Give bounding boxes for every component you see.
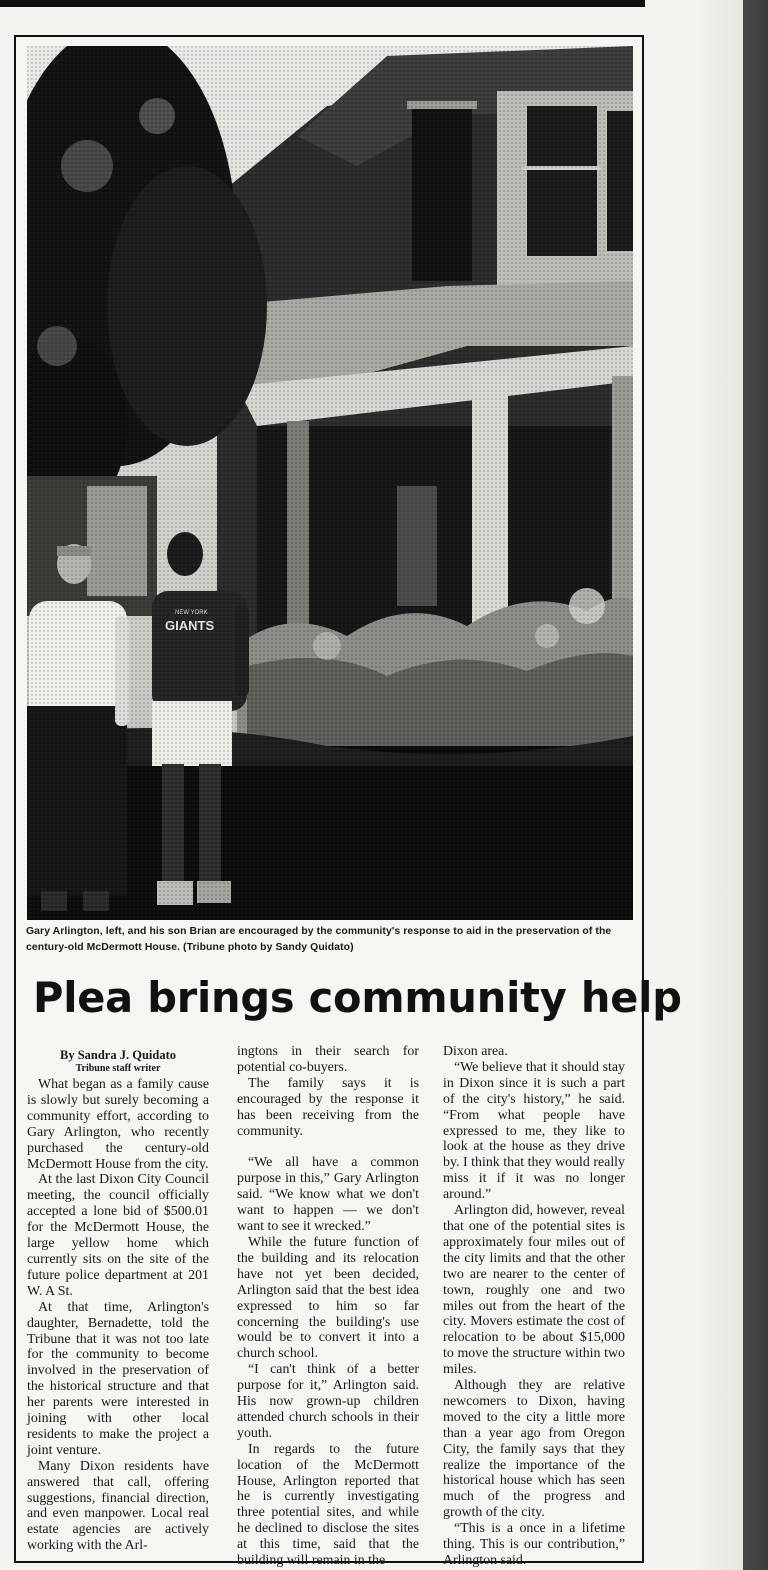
paragraph: “We all have a common purpose in this,” Gary Arlington said. “We know what we don't want to happen — we don't want to see it wrecked.” xyxy=(237,1155,419,1235)
paragraph: Many Dixon residents have answered that call, offering suggestions, financial direction, and even manpower. Local real estate agencies are actively working with the Arl- xyxy=(27,1458,209,1554)
paragraph: In regards to the future location of the McDermott House, Arlington reported that he is currently investigating three potential sites, and while he declined to disclose the sites at this time, said that the building will remain in the xyxy=(237,1441,419,1569)
headline: Plea brings community help xyxy=(33,973,682,1022)
paragraph: Arlington did, however, reveal that one of the potential sites is approximately four miles out of the city limits and that the other two are nearer to the center of town, roughly one and two miles out from the heart of the city. Movers estimate the cost of relocation to be about $15,000 to move the structure within two miles. xyxy=(443,1203,625,1378)
article-photo xyxy=(27,46,633,920)
page-edge-shadow xyxy=(743,0,768,1570)
paragraph: Dixon area. xyxy=(443,1044,508,1059)
paragraph: At the last Dixon City Council meeting, the council officially accepted a lone bid of $500.01 for the McDermott House, the large yellow home which currently sits on the site of the future police department at 201 W. A St. xyxy=(27,1172,209,1299)
paragraph: While the future function of the building and its relocation have not yet been decided, Arlington said that the best idea expressed to him so far concerning the building's use would be to convert it into a church school. xyxy=(237,1234,419,1362)
paragraph: The family says it is encouraged by the response it has been receiving from the community. xyxy=(237,1075,419,1139)
paragraph: “We believe that it should stay in Dixon since it is such a part of the city's history,” he said. “From what people have expressed to me, they like to look at the house as they drive by. I think that they would really miss it if it was no longer around.” xyxy=(443,1059,625,1203)
paragraph: “This is a once in a lifetime thing. This is our contribution,” Arlington said. xyxy=(443,1521,625,1568)
paragraph: “I can't think of a better purpose for it,” Arlington said. His now grown-up children attended church schools in their youth. xyxy=(237,1362,419,1441)
house-photo-illustration xyxy=(27,46,633,920)
paragraph: At that time, Arlington's daughter, Bernadette, told the Tribune that it was not too late for the community to become involved in the preservation of the historical structure and that her parents were interested in joining with other local residents to make the project a joint venture. xyxy=(27,1299,209,1458)
byline-author: By Sandra J. Quidato xyxy=(59,1048,176,1062)
article-column-3 xyxy=(443,1044,625,1569)
paragraph: Although they are relative newcomers to Dixon, having moved to the city a little more than a year ago from Oregon City, the family says that they realize the importance of the historical house which has seen much of the progress and growth of the city. xyxy=(443,1378,625,1521)
article-column-1 xyxy=(27,1044,209,1554)
article-column-2 xyxy=(237,1044,419,1569)
byline-role: Tribune staff writer xyxy=(75,1063,161,1074)
top-rule xyxy=(0,0,645,7)
paragraph: What began as a family cause is slowly but surely becoming a community effort, according to Gary Arlington, who recently purchased the century-old McDermott House from the city. xyxy=(27,1077,209,1172)
photo-caption: Gary Arlington, left, and his son Brian are encouraged by the community's response to aid in the preservation of the century-old McDermott House. (Tribune photo by Sandy Quidato) xyxy=(26,926,612,953)
paragraph: ingtons in their search for potential co-buyers. xyxy=(237,1044,419,1075)
